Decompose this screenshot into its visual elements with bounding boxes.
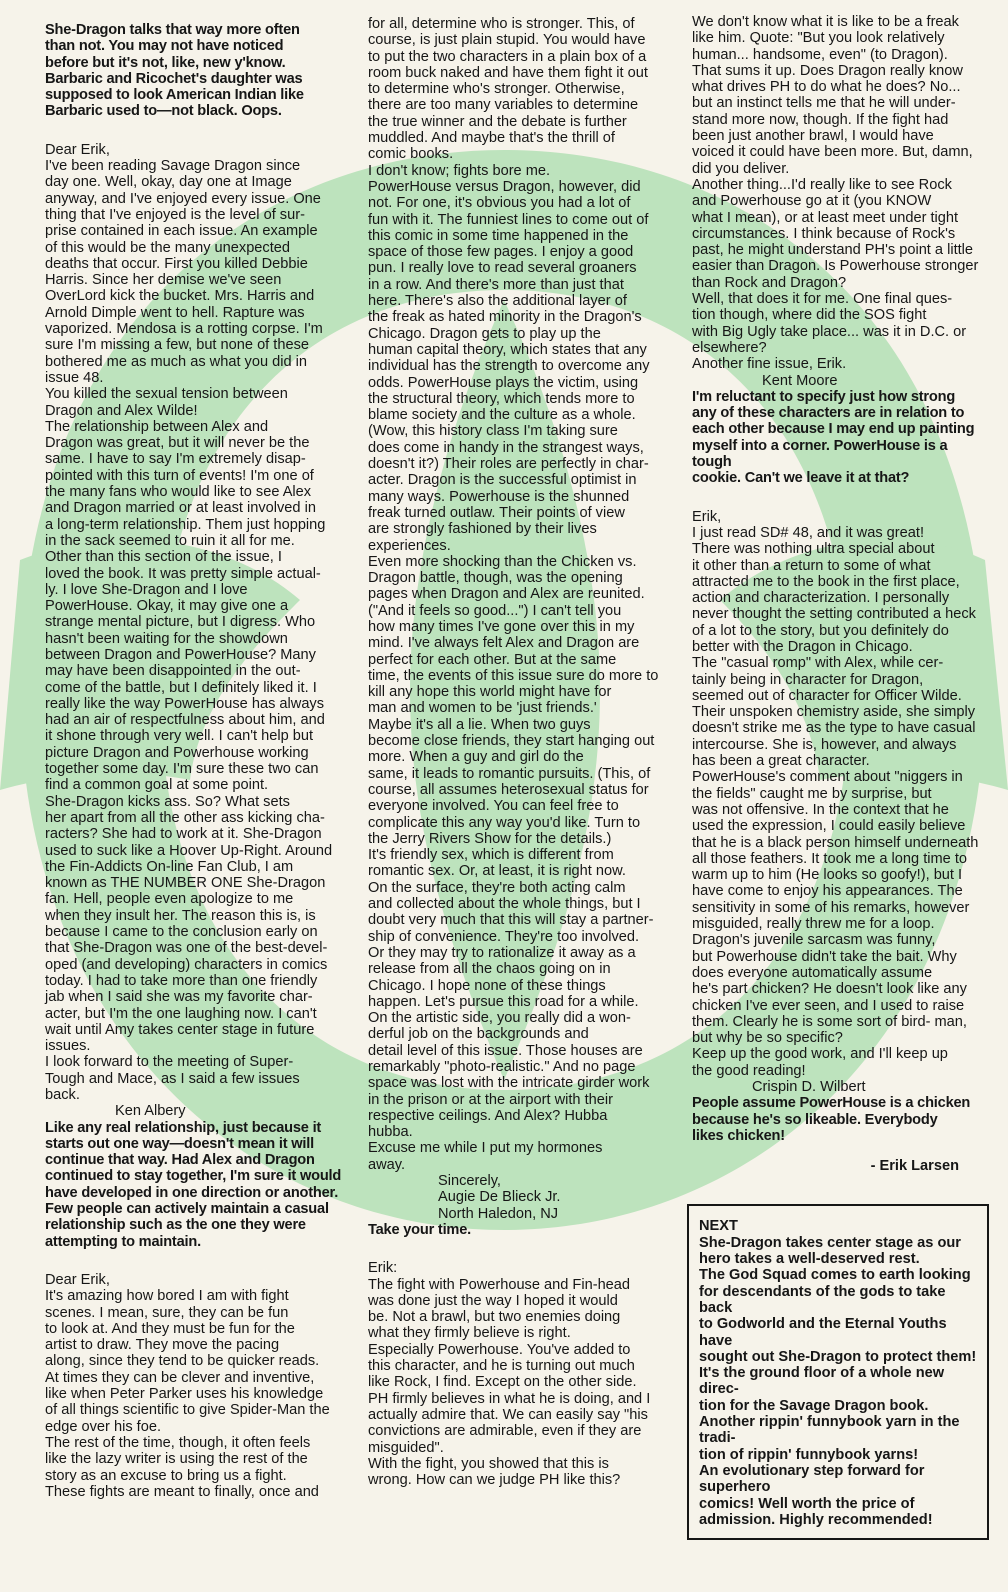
letter-text-block <box>45 1272 342 1500</box>
letter-text-block-text: Dear Erik, It's amazing how bored I am with fight scenes. I mean, sure, they can be fun to look at. And they must be fun for the artist to draw. They move the pacing along, since they tend to be quicker reads. At times they can be clever and inventive, like when Peter Parker uses his knowledge of all things scientific to give Spider-Man the edge over his foe. The rest of the time, though, it often feels like the lazy writer is using the rest of the story as an excuse to bring us a fight. These fights are meant to finally, once and <box>45 1271 330 1500</box>
letter-signature-text: Sincerely, Augie De Blieck Jr. North Haledon, NJ <box>438 1173 561 1222</box>
letter-signature <box>45 1103 342 1119</box>
editor-reply <box>692 389 989 487</box>
letter-text-block-text: for all, determine who is stronger. This, of course, is just plain stupid. You would have to put the two characters in a plain box of a room buck naked and have them fight it out to determine who's stronger. Otherwise, there are too many variables to determine the true winner and the debate is further muddled. And maybe that's the thrill of comic books. I don't know; fights bore me. PowerHouse versus Dragon, however, did not. For one, it's obvious you had a lot of fun with it. The funniest lines to come out of this comic in some time happened in the space of those few pages. I enjoy a good pun. I really love to read several groaners in a row. And there's more than just that here. There's also the additional layer of the freak as hated minority in the Dragon's Chicago. Dragon gets to play up the human capital theory, which states that any individual has the strength to overcome any odds. PowerHouse plays the victim, using the structural theory, which tends more to blame society and the culture as a whole. (Wow, this history class I'm taking sure does come in handy in the strangest ways, doesn't it?) Their roles are perfectly in char- acter. Dragon is the successful optimist in many ways. Powerhouse is the shunned freak turned outlaw. Their points of view are strongly fashioned by their lives experiences. Even more shocking than the Chicken vs. Dragon battle, though, was the opening pages when Dragon and Alex are reunited. ("And it feels so good...") I can't tell you how many times I've gone over this in my mind. I've always felt Alex and Dragon are perfect for each other. But at the same time, the events of this issue sure do more to kill any hope this world might have for man and women to be 'just friends.' Maybe it's all a lie. When two guys become close friends, they start hanging out more. When a guy and girl do the same, it leads to romantic pursuits. (This, of course, all assumes heterosexual status for everyone involved. You can feel free to complicate this any way you'd like. Turn to the Jerry Rivers Show for the details.) It's friendly sex, which is different from romantic sex. Or, at least, it is right now. On the surface, they're both acting calm and collected about the whole things, but I doubt very much that this will stay a partner- ship of convenience. They're too involved. Or they may try to rationalize it away as a release from all the chaos going on in Chicago. I hope none of these things happen. Let's pursue this road for a while. On the artistic side, you really did a won- derful job on the backgrounds and detail level of this issue. Those houses are remarkably "photo-realistic." And no page space was lost with the intricate girder work in the prison or at the airport with their respective ceilings. And Alex? Hubba hubba. Excuse me while I put my hormones away. <box>368 16 659 1173</box>
letter-text-block-text: Erik, I just read SD# 48, and it was great! There was nothing ultra special about it other than a return to some of what attracted me to the book in the first place, action and characterization. I personally never thought the setting contributed a heck of a lot to the story, but you definitely do better with the Dragon in Chicago. The "casual romp" with Alex, while cer- tainly being in character for Dragon, seemed out of character for Officer Wilde. Their unspoken chemistry aside, she simply doesn't strike me as the type to have casual intercourse. She is, however, and always has been a great character. PowerHouse's comment about "niggers in the fields" caught me by surprise, but was not offensive. In the context that he used the expression, I could easily believe that he is a black person himself underneath all those feathers. It took me a long time to warm up to him (He looks so goofy!), but I have come to enjoy his appearances. The sensitivity in some of his remarks, however misguided, really threw me for a loop. Dragon's juvenile sarcasm was funny, but Powerhouse didn't take the bait. Why does everyone automatically assume he's part chicken? He doesn't look like any chicken I've ever seen, and I used to raise them. Clearly he is some sort of bird- man, but why be so specific? Keep up the good work, and I'll keep up the good reading! <box>692 508 979 1079</box>
letter-signature <box>692 1079 989 1095</box>
editor-reply <box>45 1120 342 1250</box>
letter-text-block <box>368 1260 668 1488</box>
next-issue-box <box>687 1204 989 1540</box>
letter-signature <box>692 373 989 389</box>
next-issue-text: She-Dragon takes center stage as our hero takes a well-deserved rest. The God Squad comes to earth looking for descendants of the gods to take back to Godworld and the Eternal Youths have sought out She-Dragon to protect them! It's the ground floor of a whole new direc- tion for the Savage Dragon book. Another rippin' funnybook yarn in the tradi- tion of rippin' funnybook yarns! An evolutionary step forward for superhero comics! Well worth the price of admission. Highly recommended! <box>699 1234 977 1528</box>
editor-reply-text: People assume PowerHouse is a chicken because he's so likeable. Everybody likes chicken! <box>692 1095 971 1144</box>
next-issue-heading: NEXT <box>699 1218 738 1235</box>
letter-signature-text: Kent Moore <box>762 372 838 389</box>
editor-reply-text: I'm reluctant to specify just how strong any of these characters are in relation to each other because I may end up painting myself into a corner. PowerHouse is a tough cookie. Can't we leave it at that? <box>692 388 975 487</box>
letters-column-1 <box>45 22 342 1522</box>
letter-text-block <box>45 142 342 1104</box>
letter-text-block <box>692 14 989 373</box>
editor-reply-text: Take your time. <box>368 1221 471 1238</box>
letter-text-block <box>368 16 668 1173</box>
letters-column-2 <box>368 16 668 1510</box>
letter-signature-text: Crispin D. Wilbert <box>752 1079 866 1095</box>
letters-column-3 <box>692 14 989 1540</box>
editor-signature-text: - Erik Larsen <box>870 1158 959 1175</box>
editor-reply <box>45 22 342 120</box>
letter-text-block-text: We don't know what it is like to be a freak like him. Quote: "But you look relatively human... handsome, even" (to Dragon). That sums it up. Does Dragon really know what drives PH to do what he does? No... but an instinct tells me that he will under- stand more now, though. If the fight had been just another brawl, I would have voiced it could have been more. But, damn, did you deliver. Another thing...I'd really like to see Rock and Powerhouse go at it (you KNOW what I mean), or at least meet under tight circumstances. I think because of Rock's past, he might understand PH's point a little easier than Dragon. Is Powerhouse stronger than Rock and Dragon? Well, that does it for me. One final ques- tion though, where did the SOS fight with Big Ugly take place... was it in D.C. or elsewhere? Another fine issue, Erik. <box>692 14 979 373</box>
editor-reply-text: Like any real relationship, just because it starts out one way—doesn't mean it will continue that way. Had Alex and Dragon continued to stay together, I'm sure it would have developed in one direction or another. Few people can actively maintain a casual relationship such as the one they were attempting to maintain. <box>45 1119 342 1250</box>
letter-signature-text: Ken Albery <box>115 1103 186 1120</box>
letter-text-block <box>692 509 989 1079</box>
editor-reply-text: She-Dragon talks that way more often than not. You may not have noticed before but it's not, like, new y'know. Barbaric and Ricochet's daughter was supposed to look American Indian like Barbaric used to—not black. Oops. <box>45 22 304 120</box>
letter-text-block-text: Dear Erik, I've been reading Savage Dragon since day one. Well, okay, day one at Image anyway, and I've enjoyed every issue. One thing that I've enjoyed is the level of sur- prise contained in each issue. An example of this would be the many unexpected deaths that occur. First you killed Debbie Harris. Since her demise we've seen OverLord kick the bucket. Mrs. Harris and Arnold Dimple went to hell. Rapture was vaporized. Mendosa is a rotting corpse. I'm sure I'm missing a few, but none of these bothered me as much as what you did in issue 48. You killed the sexual tension between Dragon and Alex Wilde! The relationship between Alex and Dragon was great, but it will never be the same. I have to say I'm extremely disap- pointed with this turn of events! I'm one of the many fans who would like to see Alex and Dragon married or at least involved in a long-term relationship. Them just hopping in the sack seemed to ruin it all for me. Other than this section of the issue, I loved the book. It was pretty simple actual- ly. I love She-Dragon and I love PowerHouse. Okay, it may give one a strange mental picture, but I digress. Who hasn't been waiting for the showdown between Dragon and PowerHouse? Many may have been disappointed in the out- come of the battle, but I definitely liked it. I really like the way PowerHouse has always had an air of respectfulness about him, and it shone through very well. I can't help but picture Dragon and Powerhouse working together some day. I'm sure these two can find a common goal at some point. She-Dragon kicks ass. So? What sets her apart from all the other ass kicking cha- racters? She had to work at it. She-Dragon used to suck like a Hoover Up-Right. Around the Fin-Addicts On-line Fan Club, I am known as THE NUMBER ONE She-Dragon fan. Hell, people even apologize to me when they insult her. The reason this is, is because I came to the conclusion early on that She-Dragon was one of the best-devel- oped (and developing) characters in comics today. I had to take more than one friendly jab when I said she was my favorite char- acter, but I'm the one laughing now. I can't wait until Amy takes center stage in future issues. I look forward to the meeting of Super- Tough and Mace, as I said a few issues back. <box>45 141 333 1103</box>
editor-signature <box>692 1158 989 1174</box>
letter-signature <box>368 1173 668 1222</box>
editor-reply <box>368 1222 668 1238</box>
editor-reply <box>692 1095 989 1144</box>
letter-text-block-text: Erik: The fight with Powerhouse and Fin-head was done just the way I hoped it would be. Not a brawl, but two enemies doing what they firmly believe is right. Especially Powerhouse. You've added to this character, and he is turning out much like Rock, I find. Except on the other side. PH firmly believes in what he is doing, and I actually admire that. We can easily say "his convictions are admirable, even if they are misguided". With the fight, you showed that this is wrong. How can we judge PH like this? <box>368 1260 651 1489</box>
